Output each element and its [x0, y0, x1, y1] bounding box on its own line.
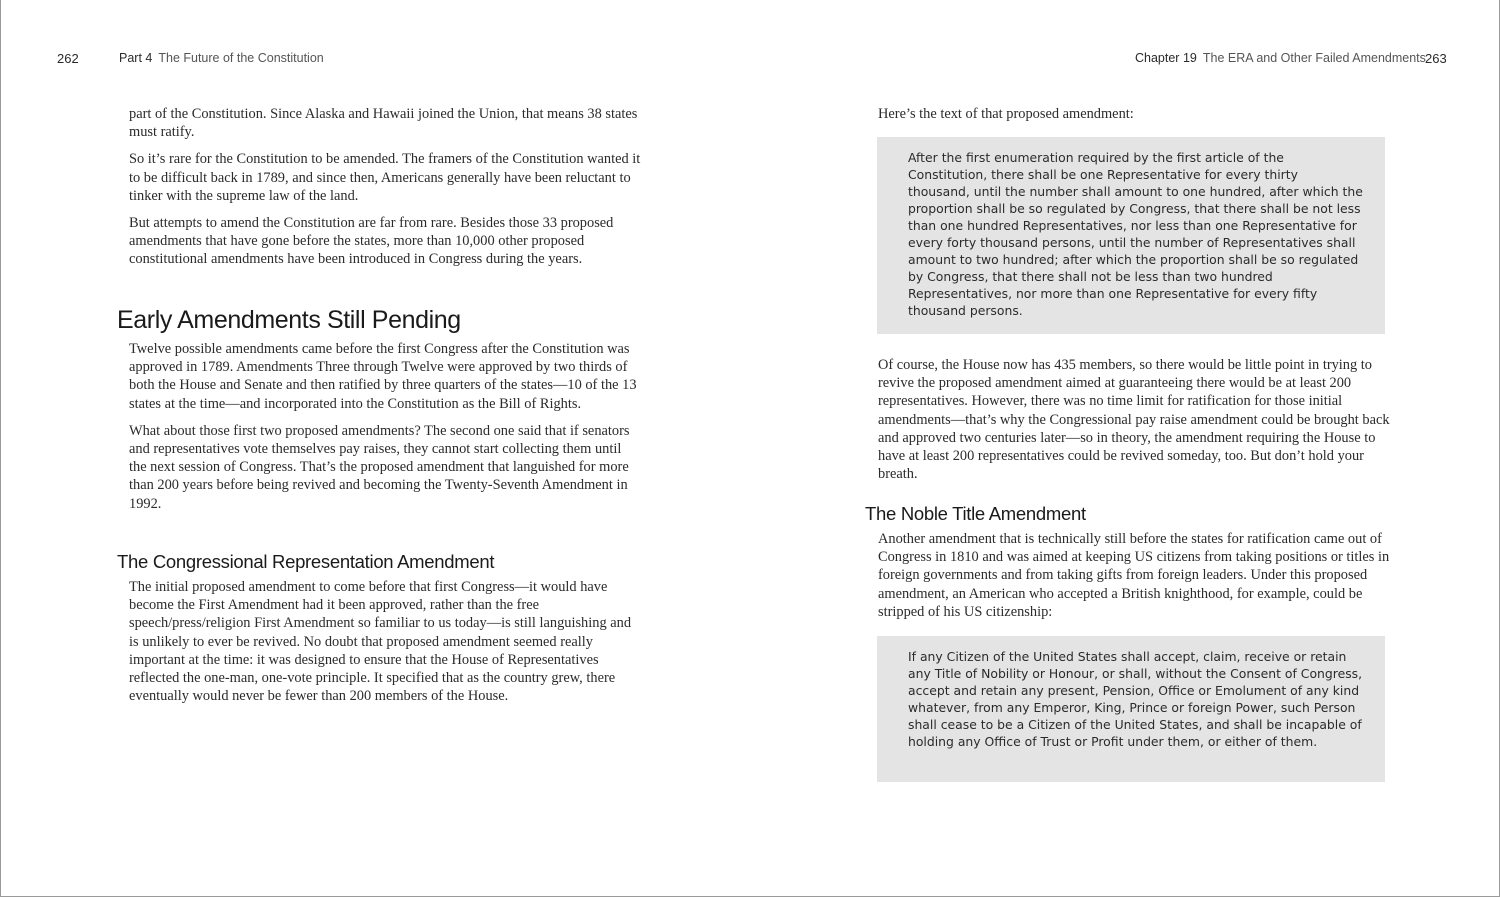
paragraph: Of course, the House now has 435 members, so there would be little point in trying to revive the proposed amendment aimed at guaranteeing there would be at least 200 representatives. However, there was no time limit for ratification for those initial amendments—that’s why the Congressional pay raise amendment could be brought back and approved two centuries later—so in theory, the amendment requiring the House to have at least 200 representatives could be revived someday, too. But don’t hold your breath.: [878, 357, 1390, 483]
paragraph: Twelve possible amendments came before the first Congress after the Constitution was approved in 1789. Amendments Three through Twelve were approved by two thirds of both the House and Senate and then ratified by three quarters of the states—10 of the 13 states at the time—and incorporated into the Constitution as the Bill of Rights.: [129, 341, 637, 412]
noble-title-text: [878, 530, 1392, 630]
right-running-head: [1135, 51, 1426, 65]
lead-in-text: [878, 105, 1392, 132]
chapter-label: Chapter 19: [1135, 51, 1197, 65]
quote-box-noble-title: [877, 636, 1385, 782]
quote-text: After the first enumeration required by the first article of the Constitution, there shall be one Representative for every thirty thousand, until the number shall amount to one hundred, after which the proportion shall be so regulated by Congress, that there shall be not less than one hundred Representatives, nor less than one Representative for every forty thousand persons, until the number of Representatives shall amount to two hundred; after which the proportion shall be so regulated by Congress, that there shall not be less than two hundred Representatives, nor more than one Representative for every fifty thousand persons.: [908, 150, 1363, 318]
section-text: [129, 340, 641, 522]
part-label: Part 4: [119, 51, 153, 65]
left-page: [1, 0, 751, 897]
intro-text: [129, 105, 641, 278]
paragraph: What about those first two proposed amendments? The second one said that if senators and representatives vote themselves pay raises, they cannot start collecting them until the next session of Congress. That’s the proposed amendment that languished for more than 200 years before being revived and becoming the Twenty-Seventh Amendment in 1992.: [129, 422, 630, 512]
paragraph: The initial proposed amendment to come before that first Congress—it would have become the First Amendment had it been approved, rather than the free speech/press/religion First Amendment so familiar to us today—is still languishing and is unlikely to ever be revived. No doubt that proposed amendment seemed really important at the time: it was designed to ensure that the House of Representatives reflected the one-man, one-vote principle. It specified that as the country grew, there eventually would never be fewer than 200 members of the House.: [129, 579, 632, 705]
after-quote-text: [878, 356, 1392, 492]
paragraph: Here’s the text of that proposed amendment:: [878, 106, 1134, 122]
right-page: [751, 0, 1500, 897]
section-heading: Early Amendments Still Pending: [117, 306, 461, 334]
quote-box-representation: [877, 137, 1385, 334]
chapter-title: The ERA and Other Failed Amendments: [1202, 51, 1426, 65]
part-title: The Future of the Constitution: [158, 51, 324, 65]
right-page-number: 263: [1425, 51, 1447, 66]
subheading: The Noble Title Amendment: [865, 503, 1086, 524]
paragraph: Another amendment that is technically still before the states for ratification came out of Congress in 1810 and was aimed at keeping US citizens from taking positions or titles in foreign governments and from taking gifts from foreign leaders. Under this proposed amendment, an American who accepted a British knighthood, for example, could be stripped of his US citizenship:: [878, 531, 1390, 620]
paragraph: But attempts to amend the Constitution are far from rare. Besides those 33 proposed amendments that have gone before the states, more than 10,000 other proposed constitutional amendments have been introduced in Congress during the years.: [129, 215, 614, 268]
left-page-number: 262: [57, 51, 79, 66]
subheading: The Congressional Representation Amendment: [117, 551, 495, 572]
left-running-head: [119, 51, 324, 65]
paragraph: part of the Constitution. Since Alaska and Hawaii joined the Union, that means 38 states must ratify.: [129, 106, 638, 141]
subsection-text: [129, 578, 641, 714]
paragraph: So it’s rare for the Constitution to be amended. The framers of the Constitution wanted it to be difficult back in 1789, and since then, Americans generally have been reluctant to tinker with the supreme law of the land.: [129, 151, 641, 204]
quote-text: If any Citizen of the United States shall accept, claim, receive or retain any Title of Nobility or Honour, or shall, without the Consent of Congress, accept and retain any present, Pension, Office or Emolument of any kind whatever, from any Emperor, King, Prince or foreign Power, such Person shall cease to be a Citizen of the United States, and shall be incapable of holding any Office of Trust or Profit under them, or either of them.: [908, 649, 1363, 749]
